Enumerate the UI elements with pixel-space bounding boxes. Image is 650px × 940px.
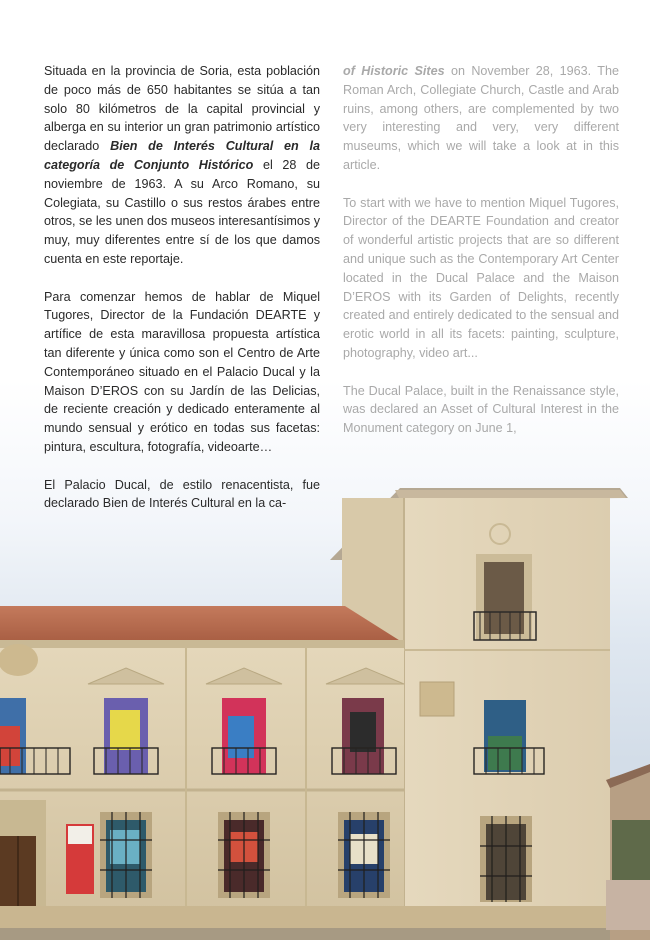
spanish-text-column — [44, 62, 320, 532]
spanish-paragraph-1 — [44, 62, 320, 269]
spanish-p1-text-end: el 28 de noviembre de 1963. A su Arco Romano, su Colegiata, su Castillo o sus restos árabes entre otros, se les unen dos museos interesantísimos y muy, muy diferentes entre sí de los que damos cuenta en este reportaje. — [44, 157, 320, 266]
english-paragraph-1 — [343, 62, 619, 175]
english-p1-text: on November 28, 1963. The Roman Arch, Collegiate Church, Castle and Arab ruins, among others, are complemented by two very interesting and very, very different museums, which we will take a look at in this article. — [343, 64, 620, 172]
english-paragraph-2: To start with we have to mention Miquel Tugores, Director of the DEARTE Foundation and creator of wonderful artistic projects that are so different and unique such as the Contemporary Art Center located in the Ducal Palace and the Maison D’EROS with its Garden of Delights, recently created and entirely dedicated to the sensual and erotic world in all its facets: painting, sculpture, photography, video art... — [343, 195, 619, 360]
english-paragraph-3: The Ducal Palace, built in the Renaissance style, was declared an Asset of Cultural Interest in the Monument category on June 1, — [343, 383, 619, 436]
spanish-p1-emphasis: Bien de Interés Cultural en la categoría de Conjunto Histórico — [44, 139, 321, 172]
spanish-paragraph-2: Para comenzar hemos de hablar de Miquel Tugores, Director de la Fundación DEARTE y artífice de esta maravillosa propuesta artística tan diferente y única como son el Centro de Arte Contemporáneo situado en el Palacio Ducal y la Maison D’EROS con su Jardín de las Delicias, de reciente creación y dedicado enteramente al mundo sensual y erótico en todas sus facetas: pintura, escultura, fotografía, videoarte… — [44, 289, 320, 454]
english-p1-emphasis: of Historic Sites — [343, 64, 445, 78]
english-text-column — [343, 62, 619, 457]
spanish-paragraph-3: El Palacio Ducal, de estilo renacentista, fue declarado Bien de Interés Cultural en la ca- — [44, 477, 320, 511]
spanish-p1-text: Situada en la provincia de Soria, esta población de poco más de 650 habitantes se sitúa a tan solo 80 kilómetros de la capital provincial y alberga en su interior un gran patrimonio artístico declarado — [44, 64, 320, 154]
